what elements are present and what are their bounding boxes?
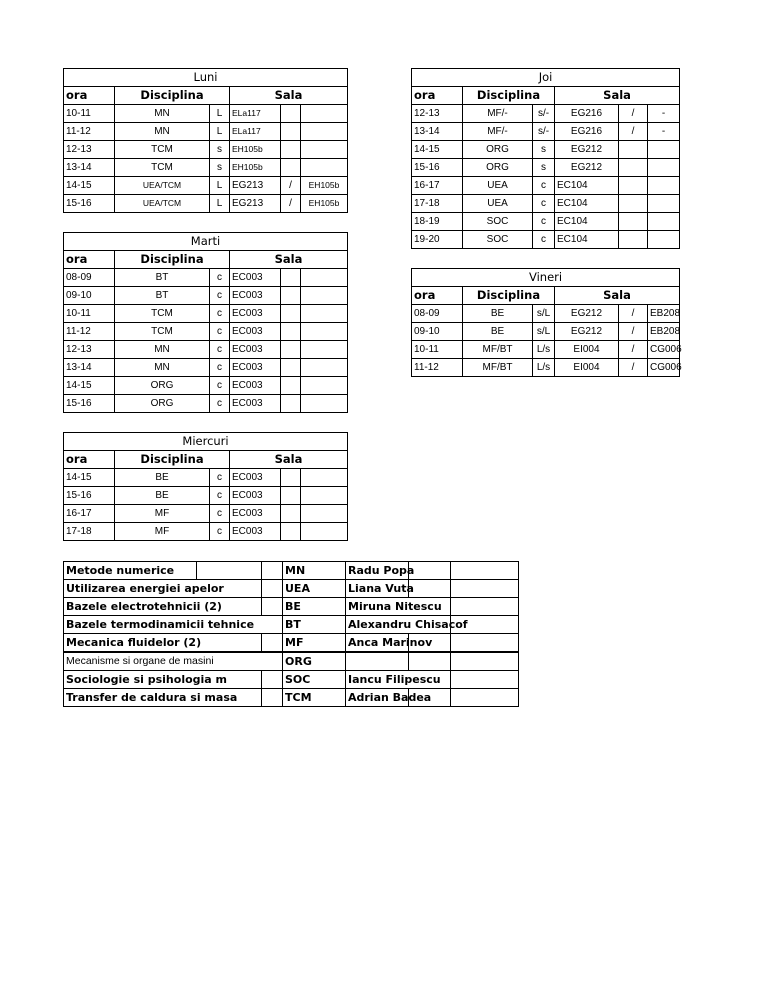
cell-ora: 14-15: [64, 377, 115, 395]
table-row: [412, 177, 680, 195]
legend-name: Bazele electrotehnicii (2): [64, 598, 262, 616]
legend-abbr: BE: [283, 598, 346, 616]
cell-sala: ELa117: [230, 105, 281, 123]
cell-type: c: [210, 469, 230, 487]
cell-type: s/-: [533, 105, 555, 123]
cell-disciplina: TCM: [115, 305, 210, 323]
cell-sala-2: [301, 505, 348, 523]
cell-sep: [281, 505, 301, 523]
legend-row: [64, 634, 519, 653]
cell-sep: /: [619, 123, 648, 141]
cell-ora: 10-11: [412, 341, 463, 359]
cell-ora: 17-18: [412, 195, 463, 213]
cell-sala-2: [648, 159, 680, 177]
cell-sala: EC104: [555, 231, 619, 249]
legend-abbr: ORG: [283, 652, 346, 671]
cell-sala-2: [301, 123, 348, 141]
cell-type: L: [210, 123, 230, 141]
cell-type: c: [210, 287, 230, 305]
legend-name: Bazele termodinamicii tehnice: [64, 616, 283, 634]
cell-disciplina: BE: [463, 323, 533, 341]
legend-prof: Miruna Nitescu: [346, 598, 451, 616]
cell-sep: /: [281, 195, 301, 213]
cell-disciplina: ORG: [463, 159, 533, 177]
cell-ora: 09-10: [412, 323, 463, 341]
cell-disciplina: BT: [115, 269, 210, 287]
col-ora: ora: [412, 287, 463, 305]
table-row: [412, 105, 680, 123]
legend-abbr: BT: [283, 616, 346, 634]
cell-sala: EG212: [555, 141, 619, 159]
table-row: [64, 469, 348, 487]
cell-sep: [281, 523, 301, 541]
cell-sep: /: [281, 177, 301, 195]
cell-type: c: [210, 305, 230, 323]
cell-sala: EH105b: [230, 141, 281, 159]
cell-sala-2: [301, 377, 348, 395]
cell-disciplina: MN: [115, 359, 210, 377]
cell-type: L: [210, 195, 230, 213]
table-row: [64, 195, 348, 213]
cell-ora: 13-14: [64, 159, 115, 177]
cell-type: c: [210, 359, 230, 377]
schedule-joi: [411, 68, 680, 249]
cell-sala: EC003: [230, 395, 281, 413]
cell-sep: [281, 487, 301, 505]
legend-name: Mecanisme si organe de masini: [64, 652, 283, 671]
cell-sala-2: [301, 359, 348, 377]
cell-sala: EI004: [555, 359, 619, 377]
cell-disciplina: ORG: [115, 377, 210, 395]
cell-sala: EC104: [555, 195, 619, 213]
cell-disciplina: MF/-: [463, 123, 533, 141]
schedule-miercuri: [63, 432, 348, 541]
cell-ora: 08-09: [412, 305, 463, 323]
cell-sala: EC003: [230, 323, 281, 341]
legend-row: [64, 671, 519, 689]
legend-prof: Adrian Badea: [346, 689, 409, 707]
cell-disciplina: MN: [115, 123, 210, 141]
cell-ora: 14-15: [412, 141, 463, 159]
cell-sala-2: [301, 487, 348, 505]
table-row: [412, 231, 680, 249]
col-disciplina: Disciplina: [115, 87, 230, 105]
table-row: [64, 287, 348, 305]
table-row: [64, 141, 348, 159]
cell-sep: [281, 359, 301, 377]
col-ora: ora: [64, 451, 115, 469]
day-title: Joi: [412, 69, 680, 87]
cell-sala: EC003: [230, 523, 281, 541]
cell-ora: 15-16: [412, 159, 463, 177]
cell-type: c: [533, 195, 555, 213]
cell-sep: /: [619, 359, 648, 377]
cell-sep: /: [619, 105, 648, 123]
cell-type: L/s: [533, 359, 555, 377]
legend-abbr: MF: [283, 634, 346, 653]
cell-sala: EC003: [230, 469, 281, 487]
cell-disciplina: TCM: [115, 159, 210, 177]
day-title: Miercuri: [64, 433, 348, 451]
legend-table: [63, 561, 519, 707]
cell-sala: EC003: [230, 359, 281, 377]
cell-sala-2: EH105b: [301, 195, 348, 213]
table-row: [64, 105, 348, 123]
legend-row: [64, 689, 519, 707]
cell-sala: EG216: [555, 123, 619, 141]
cell-type: s/-: [533, 123, 555, 141]
col-disciplina: Disciplina: [463, 87, 555, 105]
table-row: [64, 359, 348, 377]
cell-type: c: [210, 341, 230, 359]
table-row: [412, 341, 680, 359]
cell-sala-2: CG006: [648, 341, 680, 359]
cell-sala-2: [301, 159, 348, 177]
col-sala: Sala: [230, 251, 348, 269]
cell-sep: [619, 231, 648, 249]
cell-disciplina: ORG: [463, 141, 533, 159]
cell-sep: [281, 323, 301, 341]
col-sala: Sala: [230, 87, 348, 105]
cell-disciplina: MF/BT: [463, 359, 533, 377]
cell-disciplina: MF: [115, 505, 210, 523]
col-disciplina: Disciplina: [463, 287, 555, 305]
cell-sala-2: [648, 213, 680, 231]
cell-type: c: [210, 505, 230, 523]
cell-ora: 16-17: [412, 177, 463, 195]
legend-prof: Liana Vuta: [346, 580, 409, 598]
cell-disciplina: UEA: [463, 195, 533, 213]
table-row: [64, 305, 348, 323]
cell-disciplina: MF: [115, 523, 210, 541]
schedule-marti: [63, 232, 348, 413]
cell-ora: 10-11: [64, 305, 115, 323]
cell-type: c: [533, 177, 555, 195]
table-row: [64, 123, 348, 141]
cell-sala: EC003: [230, 487, 281, 505]
cell-type: s: [210, 159, 230, 177]
cell-sep: /: [619, 341, 648, 359]
cell-ora: 12-13: [412, 105, 463, 123]
cell-ora: 08-09: [64, 269, 115, 287]
cell-sep: [619, 195, 648, 213]
table-row: [412, 305, 680, 323]
cell-sala-2: -: [648, 105, 680, 123]
cell-sala: ELa117: [230, 123, 281, 141]
cell-type: c: [210, 395, 230, 413]
legend-prof: [346, 652, 409, 671]
table-row: [412, 159, 680, 177]
cell-type: c: [533, 231, 555, 249]
cell-sep: [619, 159, 648, 177]
col-ora: ora: [64, 251, 115, 269]
cell-sala-2: EB208: [648, 323, 680, 341]
legend-row: [64, 652, 519, 671]
cell-disciplina: ORG: [115, 395, 210, 413]
cell-sep: /: [619, 305, 648, 323]
cell-type: L: [210, 105, 230, 123]
cell-sep: [281, 341, 301, 359]
cell-disciplina: SOC: [463, 213, 533, 231]
table-row: [64, 377, 348, 395]
cell-sala: EC003: [230, 341, 281, 359]
cell-sala: EG216: [555, 105, 619, 123]
cell-sep: [281, 287, 301, 305]
legend-abbr: TCM: [283, 689, 346, 707]
cell-type: c: [533, 213, 555, 231]
cell-disciplina: MN: [115, 341, 210, 359]
cell-ora: 16-17: [64, 505, 115, 523]
schedule-vineri: [411, 268, 680, 377]
table-row: [64, 523, 348, 541]
cell-sep: [619, 213, 648, 231]
cell-ora: 13-14: [412, 123, 463, 141]
cell-sala-2: [648, 195, 680, 213]
cell-sala-2: [301, 469, 348, 487]
cell-sala: EG212: [555, 323, 619, 341]
cell-sala-2: [301, 305, 348, 323]
legend-name: Transfer de caldura si masa: [64, 689, 262, 707]
cell-ora: 10-11: [64, 105, 115, 123]
table-row: [412, 195, 680, 213]
cell-type: s: [533, 141, 555, 159]
cell-disciplina: BE: [463, 305, 533, 323]
legend-row: [64, 580, 519, 598]
table-row: [412, 323, 680, 341]
cell-sala: EH105b: [230, 159, 281, 177]
cell-ora: 15-16: [64, 487, 115, 505]
cell-ora: 12-13: [64, 141, 115, 159]
cell-ora: 19-20: [412, 231, 463, 249]
cell-sala: EC003: [230, 305, 281, 323]
cell-disciplina: BE: [115, 487, 210, 505]
cell-sala: EG212: [555, 305, 619, 323]
cell-sala-2: [301, 287, 348, 305]
cell-type: s/L: [533, 323, 555, 341]
cell-sala: EC003: [230, 505, 281, 523]
day-title: Vineri: [412, 269, 680, 287]
cell-sala: EC003: [230, 269, 281, 287]
cell-disciplina: MN: [115, 105, 210, 123]
cell-type: c: [210, 523, 230, 541]
cell-sep: [619, 141, 648, 159]
legend-name: Sociologie si psihologia m: [64, 671, 262, 689]
cell-sala: EC003: [230, 377, 281, 395]
cell-sep: [281, 123, 301, 141]
table-row: [64, 341, 348, 359]
legend-prof: Anca Marinov: [346, 634, 409, 653]
cell-ora: 15-16: [64, 395, 115, 413]
cell-disciplina: UEA/TCM: [115, 177, 210, 195]
cell-sala-2: [301, 323, 348, 341]
cell-sala-2: [301, 341, 348, 359]
cell-sala-2: CG006: [648, 359, 680, 377]
cell-sala: EC104: [555, 177, 619, 195]
cell-type: s: [533, 159, 555, 177]
cell-ora: 17-18: [64, 523, 115, 541]
cell-ora: 15-16: [64, 195, 115, 213]
day-title: Luni: [64, 69, 348, 87]
cell-disciplina: BT: [115, 287, 210, 305]
cell-sala-2: [648, 141, 680, 159]
col-sala: Sala: [230, 451, 348, 469]
cell-ora: 11-12: [64, 123, 115, 141]
cell-sala: EG213: [230, 177, 281, 195]
cell-disciplina: TCM: [115, 141, 210, 159]
cell-ora: 11-12: [64, 323, 115, 341]
cell-ora: 11-12: [412, 359, 463, 377]
cell-disciplina: MF/-: [463, 105, 533, 123]
legend-abbr: UEA: [283, 580, 346, 598]
cell-sala-2: EB208: [648, 305, 680, 323]
cell-ora: 12-13: [64, 341, 115, 359]
legend-row: [64, 616, 519, 634]
cell-sep: [281, 395, 301, 413]
table-row: [64, 159, 348, 177]
cell-type: L: [210, 177, 230, 195]
cell-sala-2: [648, 231, 680, 249]
cell-sala-2: [301, 105, 348, 123]
cell-sala-2: [301, 523, 348, 541]
cell-ora: 14-15: [64, 177, 115, 195]
schedule-luni: [63, 68, 348, 213]
cell-sala: EG213: [230, 195, 281, 213]
cell-disciplina: MF/BT: [463, 341, 533, 359]
table-row: [412, 213, 680, 231]
col-ora: ora: [412, 87, 463, 105]
cell-type: s: [210, 141, 230, 159]
col-sala: Sala: [555, 87, 680, 105]
table-row: [64, 487, 348, 505]
legend-prof: Iancu Filipescu: [346, 671, 451, 689]
cell-sep: [281, 469, 301, 487]
cell-type: L/s: [533, 341, 555, 359]
cell-sala-2: EH105b: [301, 177, 348, 195]
cell-sep: [281, 105, 301, 123]
legend-name: Utilizarea energiei apelor: [64, 580, 262, 598]
cell-sep: [281, 141, 301, 159]
table-row: [64, 269, 348, 287]
cell-sep: /: [619, 323, 648, 341]
legend-abbr: SOC: [283, 671, 346, 689]
cell-sala-2: [301, 141, 348, 159]
cell-sep: [281, 269, 301, 287]
col-sala: Sala: [555, 287, 680, 305]
cell-disciplina: UEA/TCM: [115, 195, 210, 213]
table-row: [412, 141, 680, 159]
cell-sep: [619, 177, 648, 195]
legend-prof: Radu Popa: [346, 562, 409, 580]
cell-ora: 09-10: [64, 287, 115, 305]
cell-ora: 18-19: [412, 213, 463, 231]
table-row: [64, 395, 348, 413]
cell-sala-2: -: [648, 123, 680, 141]
cell-disciplina: BE: [115, 469, 210, 487]
cell-sala-2: [648, 177, 680, 195]
cell-sala: EG212: [555, 159, 619, 177]
legend-row: [64, 598, 519, 616]
legend-name: Mecanica fluidelor (2): [64, 634, 262, 653]
cell-sep: [281, 305, 301, 323]
day-title: Marti: [64, 233, 348, 251]
table-row: [412, 123, 680, 141]
cell-type: s/L: [533, 305, 555, 323]
legend-name: Metode numerice: [64, 562, 197, 580]
cell-sala-2: [301, 395, 348, 413]
cell-sep: [281, 159, 301, 177]
cell-type: c: [210, 487, 230, 505]
cell-type: c: [210, 377, 230, 395]
col-disciplina: Disciplina: [115, 251, 230, 269]
cell-sala: EC003: [230, 287, 281, 305]
table-row: [64, 323, 348, 341]
cell-disciplina: TCM: [115, 323, 210, 341]
cell-disciplina: UEA: [463, 177, 533, 195]
cell-sala-2: [301, 269, 348, 287]
table-row: [412, 359, 680, 377]
table-row: [64, 177, 348, 195]
cell-type: c: [210, 323, 230, 341]
cell-sep: [281, 377, 301, 395]
cell-type: c: [210, 269, 230, 287]
cell-sala: EC104: [555, 213, 619, 231]
table-row: [64, 505, 348, 523]
legend-row: [64, 562, 519, 580]
col-disciplina: Disciplina: [115, 451, 230, 469]
legend-abbr: MN: [283, 562, 346, 580]
cell-ora: 14-15: [64, 469, 115, 487]
legend-prof: Alexandru Chisacof: [346, 616, 451, 634]
cell-sala: EI004: [555, 341, 619, 359]
cell-ora: 13-14: [64, 359, 115, 377]
col-ora: ora: [64, 87, 115, 105]
cell-disciplina: SOC: [463, 231, 533, 249]
